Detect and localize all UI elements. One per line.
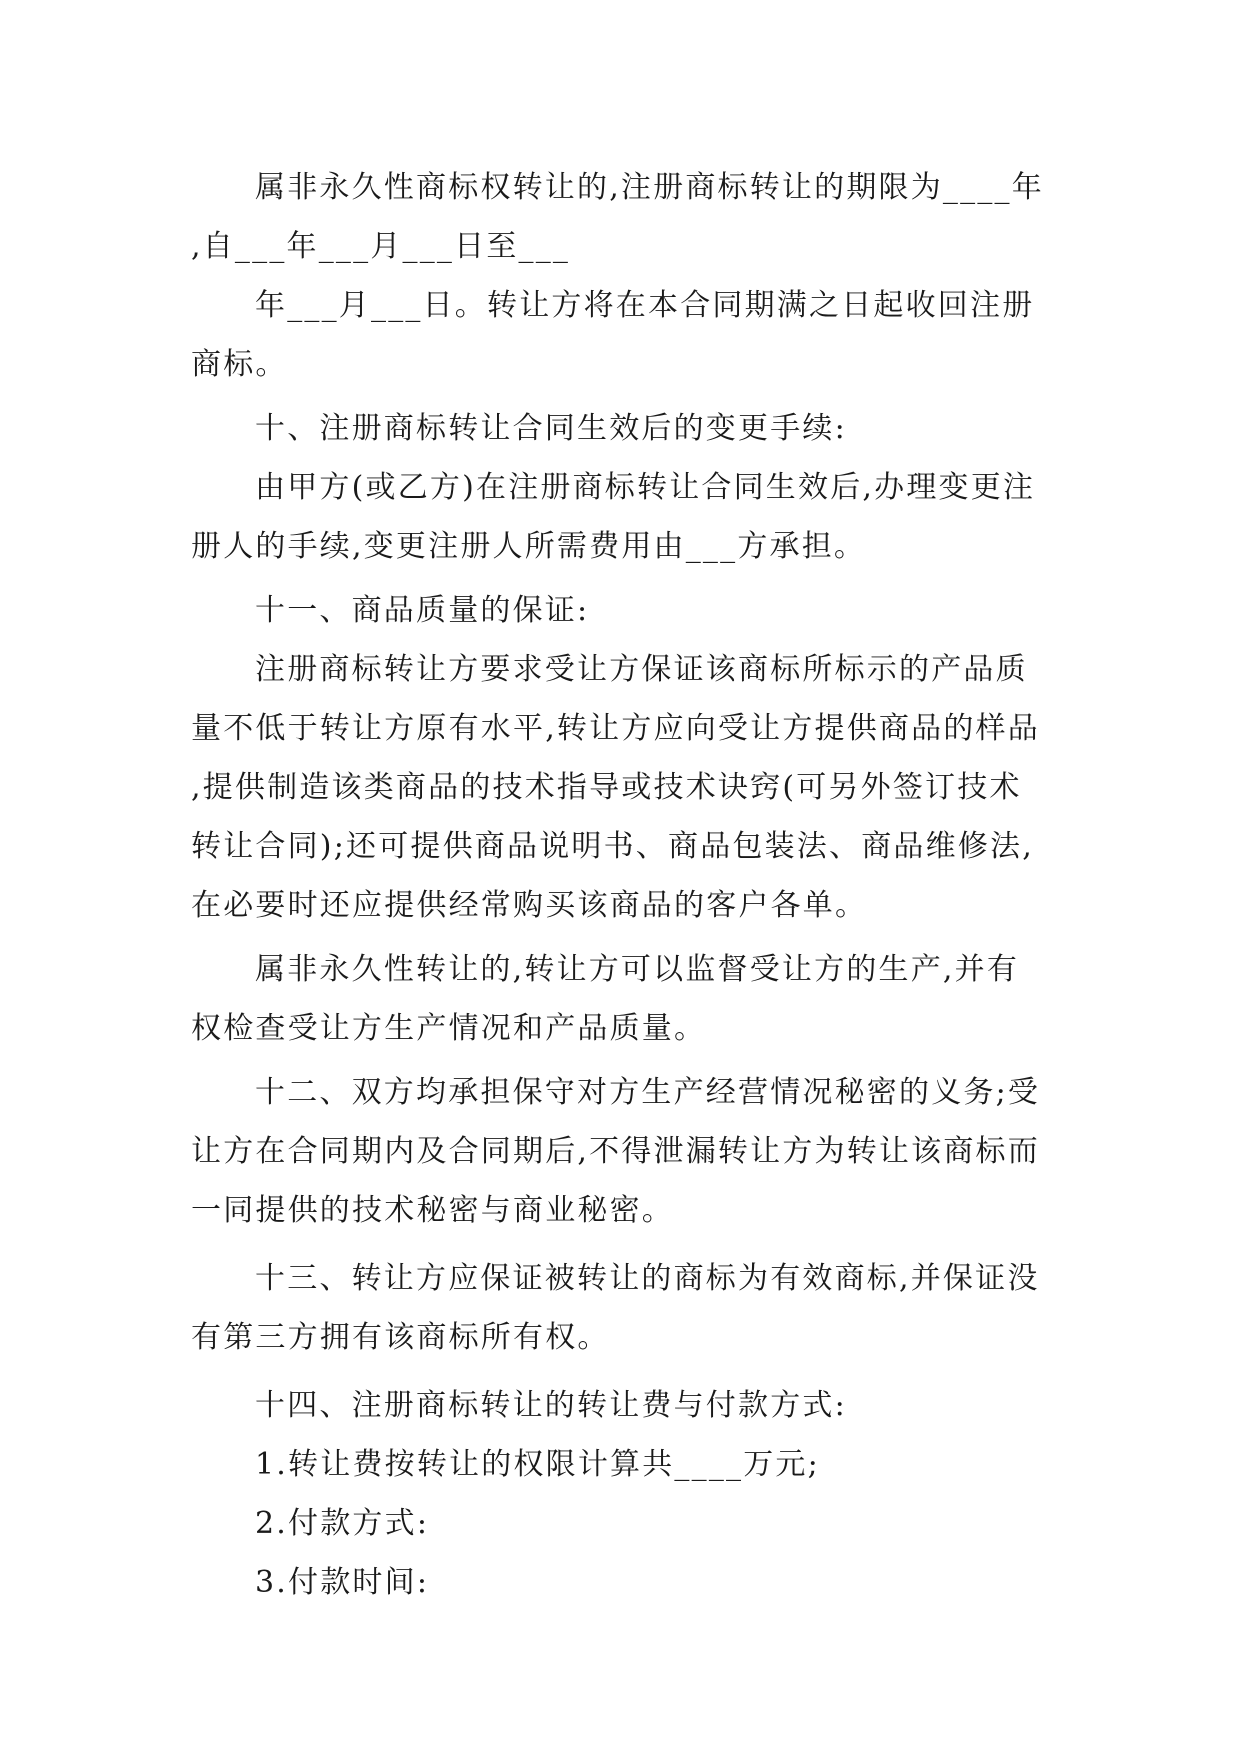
list-item-clause-14-3: 3.付款时间: — [255, 1565, 430, 1600]
heading-clause-10: 十、注册商标转让合同生效后的变更手续: — [255, 411, 847, 446]
paragraph-clause-11: 注册商标转让方要求受让方保证该商标所标示的产品质量不低于转让方原有水平,转让方应向受让方提供商品的样品,提供制造该类商品的技术指导或技术诀窍(可另外签订技术转让合同);还可提供商品说明书、商品包装法、商品维修法,在必要时还应提供经常购买该商品的客户各单。 — [191, 652, 1040, 923]
paragraph-clause-13: 十三、转让方应保证被转让的商标为有效商标,并保证没有第三方拥有该商标所有权。 — [191, 1261, 1040, 1355]
paragraph-term-period-end: 年___月___日。转让方将在本合同期满之日起收回注册商标。 — [191, 288, 1035, 382]
heading-clause-14: 十四、注册商标转让的转让费与付款方式: — [255, 1388, 847, 1423]
list-item-clause-14-2: 2.付款方式: — [255, 1506, 430, 1541]
paragraph-clause-12: 十二、双方均承担保守对方生产经营情况秘密的义务;受让方在合同期内及合同期后,不得泄漏转让方为转让该商标而一同提供的技术秘密与商业秘密。 — [191, 1075, 1041, 1228]
document-body — [191, 158, 1051, 1612]
paragraph-clause-11-supervision: 属非永久性转让的,转让方可以监督受让方的生产,并有权检查受让方生产情况和产品质量。 — [191, 952, 1020, 1046]
heading-clause-11: 十一、商品质量的保证: — [255, 593, 590, 628]
list-item-clause-14-1: 1.转让费按转让的权限计算共____万元; — [255, 1447, 820, 1482]
paragraph-term-period: 属非永久性商标权转让的,注册商标转让的期限为____年,自___年___月___日至___ — [191, 170, 1044, 264]
paragraph-clause-10: 由甲方(或乙方)在注册商标转让合同生效后,办理变更注册人的手续,变更注册人所需费用由___方承担。 — [191, 470, 1036, 564]
